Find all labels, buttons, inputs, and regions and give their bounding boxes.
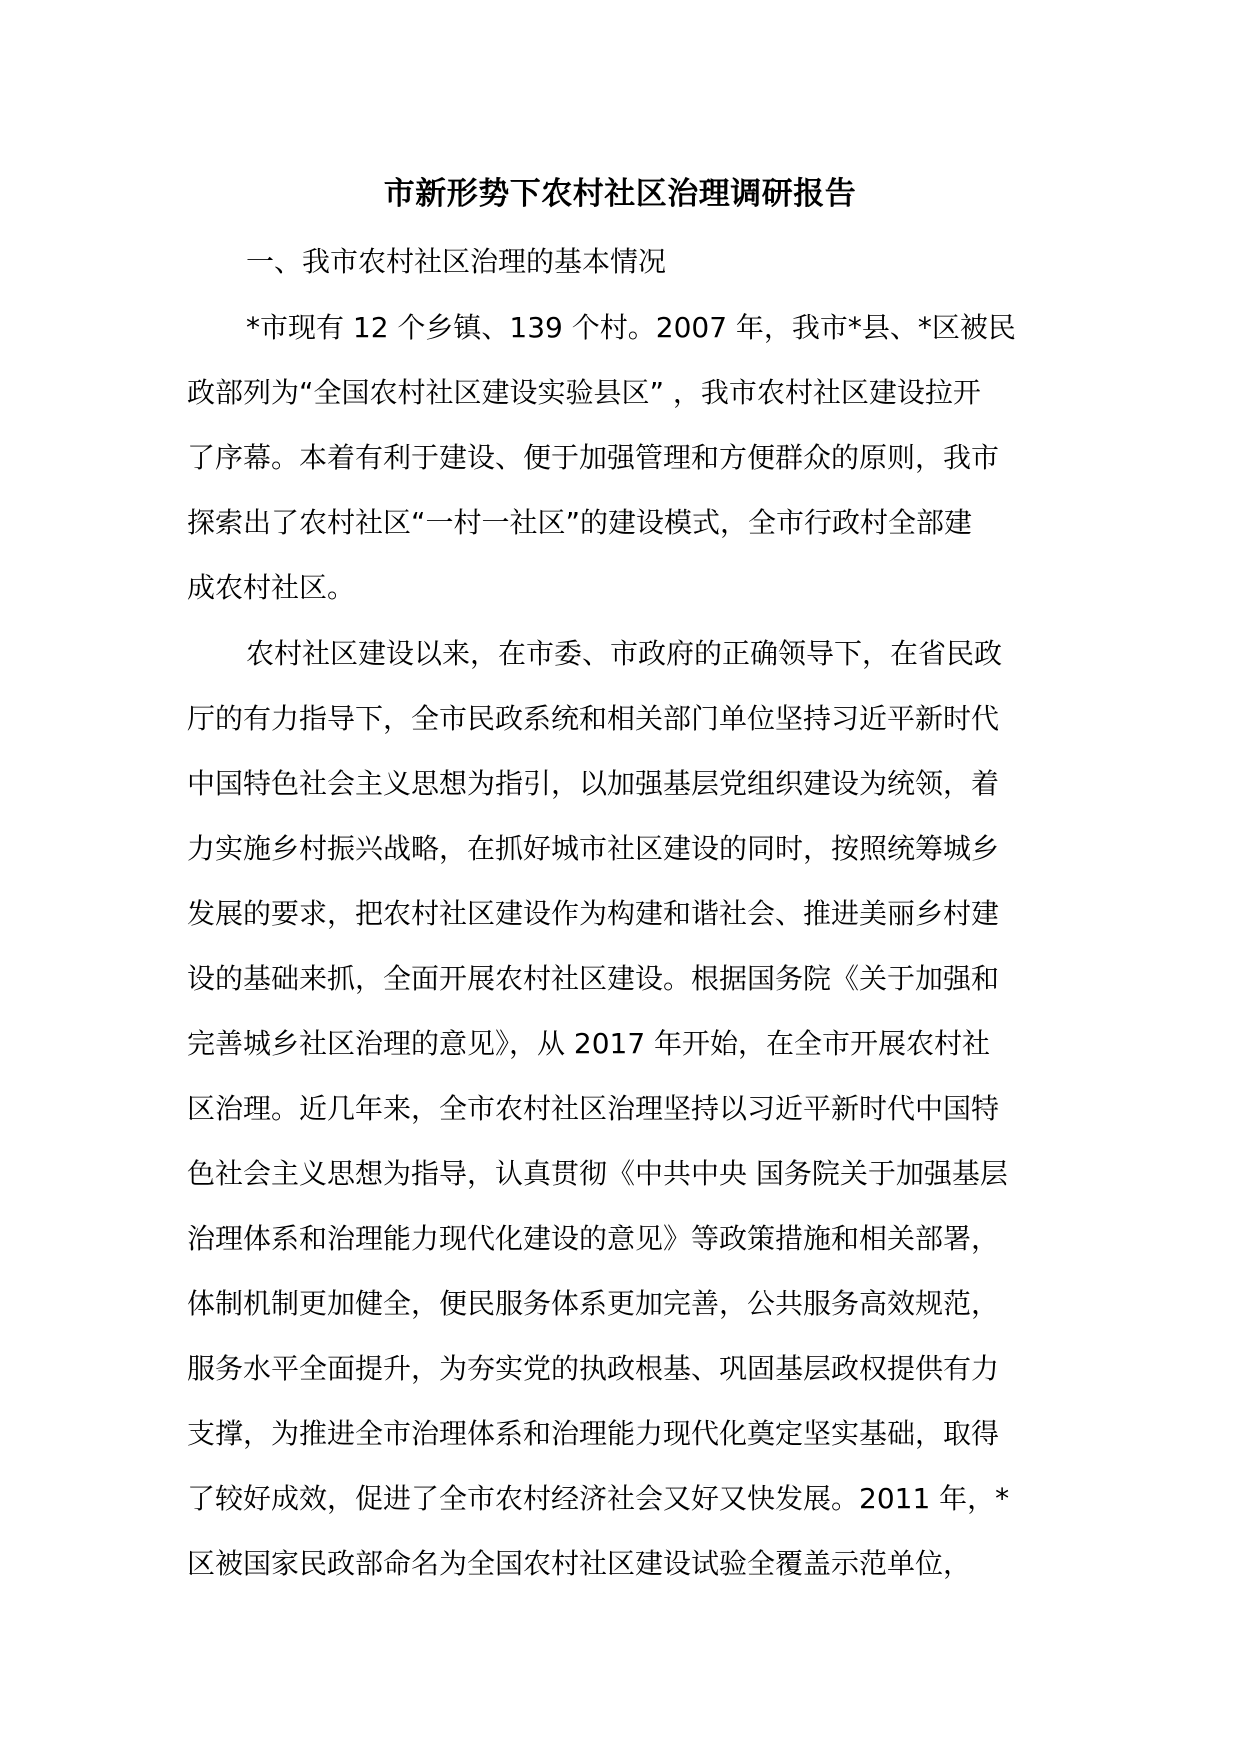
paragraph-line: 区治理。近几年来，全市农村社区治理坚持以习近平新时代中国特: [187, 1092, 1000, 1125]
paragraph-line: 区被国家民政部命名为全国农村社区建设试验全覆盖示范单位，: [187, 1547, 972, 1580]
paragraph-line: 服务水平全面提升，为夯实党的执政根基、巩固基层政权提供有力: [187, 1352, 1000, 1385]
paragraph-line: 完善城乡社区治理的意见》，从 2017 年开始，在全市开展农村社: [187, 1027, 991, 1060]
paragraph-line: 了序幕。本着有利于建设、便于加强管理和方便群众的原则，我市: [187, 441, 1000, 474]
paragraph-line: 体制机制更加健全，便民服务体系更加完善，公共服务高效规范，: [187, 1287, 1000, 1320]
paragraph-line: 探索出了农村社区“一村一社区”的建设模式，全市行政村全部建: [187, 506, 973, 539]
paragraph-line: 厅的有力指导下，全市民政系统和相关部门单位坚持习近平新时代: [187, 702, 1000, 735]
paragraph-line: 发展的要求，把农村社区建设作为构建和谐社会、推进美丽乡村建: [187, 897, 1000, 930]
paragraph-line: 力实施乡村振兴战略，在抓好城市社区建设的同时，按照统筹城乡: [187, 832, 1000, 865]
paragraph-line: 治理体系和治理能力现代化建设的意见》等政策措施和相关部署，: [187, 1222, 1000, 1255]
paragraph-line: 农村社区建设以来，在市委、市政府的正确领导下，在省民政: [246, 637, 1003, 670]
paragraph-line: 中国特色社会主义思想为指引，以加强基层党组织建设为统领，着: [187, 767, 1000, 800]
paragraph-line: 色社会主义思想为指导，认真贯彻《中共中央 国务院关于加强基层: [187, 1157, 1008, 1190]
paragraph-line: *市现有 12 个乡镇、139 个村。2007 年，我市*县、*区被民: [246, 311, 1016, 344]
paragraph-line: 设的基础来抓，全面开展农村社区建设。根据国务院《关于加强和: [187, 962, 1000, 995]
paragraph-line: 了较好成效，促进了全市农村经济社会又好又快发展。2011 年，*: [187, 1482, 1010, 1515]
paragraph-line: 支撑，为推进全市治理体系和治理能力现代化奠定坚实基础，取得: [187, 1417, 1000, 1450]
paragraph-line: 成农村社区。: [187, 571, 356, 604]
section-heading: 一、我市农村社区治理的基本情况: [246, 245, 667, 278]
paragraph-line: 政部列为“全国农村社区建设实验县区” ，我市农村社区建设拉开: [187, 376, 981, 409]
document-title: 市新形势下农村社区治理调研报告: [383, 176, 857, 212]
